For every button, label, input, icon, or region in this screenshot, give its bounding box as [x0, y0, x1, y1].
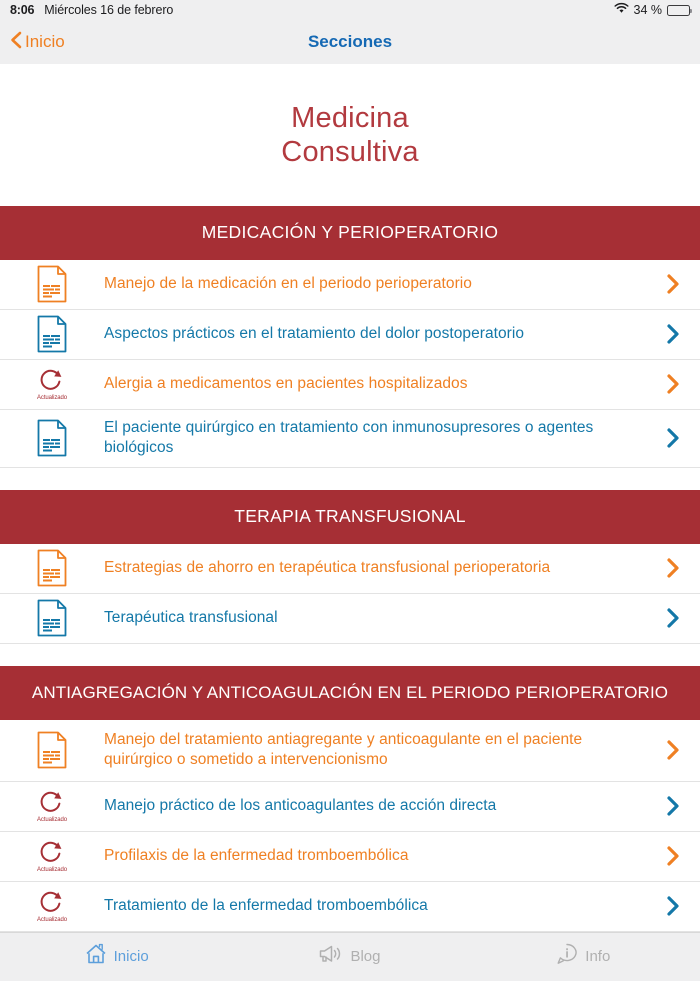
- list-item-label: Estrategias de ahorro en terapéutica transfusional perioperatoria: [104, 559, 551, 577]
- updated-refresh-icon: [26, 889, 78, 923]
- list-item[interactable]: [0, 544, 700, 594]
- list-item-label: Alergia a medicamentos en pacientes hospitalizados: [104, 375, 468, 393]
- list-item-label: Manejo práctico de los anticoagulantes de acción directa: [104, 797, 497, 815]
- back-button-label: Inicio: [25, 32, 65, 51]
- tab-bar: [0, 932, 700, 981]
- tab-label: Inicio: [113, 948, 149, 966]
- document-icon: [26, 315, 78, 353]
- home-icon: [85, 943, 107, 970]
- chevron-right-icon: [660, 606, 686, 630]
- brand-title: [0, 64, 700, 206]
- updated-label: Actualizado: [37, 867, 67, 874]
- wifi-icon: [614, 3, 629, 17]
- tab-inicio[interactable]: [0, 933, 233, 981]
- chevron-right-icon: [660, 844, 686, 868]
- updated-refresh-icon: [26, 367, 78, 401]
- list-item-label: Manejo de la medicación en el periodo perioperatorio: [104, 275, 472, 293]
- section-header: ANTIAGREGACIÓN Y ANTICOAGULACIÓN EN EL PERIODO PERIOPERATORIO: [0, 666, 700, 720]
- list-item-label: Manejo del tratamiento antiagregante y anticoagulante en el paciente quirúrgico o sometido a intervencionismo: [104, 730, 583, 769]
- chevron-right-icon: [660, 738, 686, 762]
- document-icon: [26, 419, 78, 457]
- updated-label: Actualizado: [37, 817, 67, 824]
- updated-refresh-icon: [26, 789, 78, 823]
- chevron-right-icon: [660, 272, 686, 296]
- back-button[interactable]: [0, 30, 65, 55]
- chevron-right-icon: [660, 322, 686, 346]
- updated-label: Actualizado: [37, 395, 67, 402]
- brand-title-line2: Consultiva: [281, 135, 419, 168]
- updated-badge: [37, 367, 67, 401]
- section-spacer: [0, 644, 700, 666]
- status-bar-right: [614, 3, 691, 17]
- battery-icon: [667, 5, 690, 16]
- updated-label: Actualizado: [37, 917, 67, 924]
- updated-badge: [37, 789, 67, 823]
- list-item[interactable]: [0, 360, 700, 410]
- list-item-label: Aspectos prácticos en el tratamiento del dolor postoperatorio: [104, 325, 525, 343]
- chevron-right-icon: [660, 556, 686, 580]
- list-item-label: Profilaxis de la enfermedad tromboembólica: [104, 847, 409, 865]
- list-item[interactable]: [0, 410, 700, 468]
- document-icon: [26, 549, 78, 587]
- tab-info[interactable]: [467, 933, 700, 981]
- megaphone-icon: [319, 944, 343, 969]
- document-icon: [26, 599, 78, 637]
- status-bar-left: [10, 3, 173, 17]
- status-time: 8:06: [10, 3, 35, 17]
- chevron-right-icon: [660, 794, 686, 818]
- tab-blog[interactable]: [233, 933, 466, 981]
- section-spacer: [0, 468, 700, 490]
- chevron-right-icon: [660, 372, 686, 396]
- tab-label: Info: [585, 948, 611, 966]
- list-item[interactable]: [0, 782, 700, 832]
- list-item[interactable]: [0, 594, 700, 644]
- list-item[interactable]: [0, 832, 700, 882]
- updated-badge: [37, 889, 67, 923]
- chevron-right-icon: [660, 894, 686, 918]
- document-icon: [26, 731, 78, 769]
- section-header: MEDICACIÓN Y PERIOPERATORIO: [0, 206, 700, 260]
- status-date: Miércoles 16 de febrero: [44, 3, 174, 17]
- status-bar: [0, 0, 700, 20]
- list-item[interactable]: [0, 882, 700, 932]
- battery-percent: 34 %: [633, 3, 662, 17]
- list-item-label: Terapéutica transfusional: [104, 609, 278, 627]
- page-title: Secciones: [307, 32, 393, 51]
- updated-refresh-icon: [26, 839, 78, 873]
- list-item[interactable]: [0, 720, 700, 782]
- chevron-right-icon: [660, 426, 686, 450]
- chevron-left-icon: [10, 30, 22, 55]
- info-bubble-icon: [556, 943, 578, 970]
- list-item-label: Tratamiento de la enfermedad tromboembólica: [104, 897, 428, 915]
- document-icon: [26, 265, 78, 303]
- section-header: TERAPIA TRANSFUSIONAL: [0, 490, 700, 544]
- list-item-label: El paciente quirúrgico en tratamiento con inmunosupresores o agentes biológicos: [104, 418, 594, 457]
- tab-label: Blog: [350, 948, 381, 966]
- brand-title-line1: Medicina: [291, 102, 409, 134]
- list-item[interactable]: [0, 310, 700, 360]
- updated-badge: [37, 839, 67, 873]
- navigation-bar: [0, 20, 700, 64]
- list-item[interactable]: [0, 260, 700, 310]
- sections-list[interactable]: [0, 206, 700, 932]
